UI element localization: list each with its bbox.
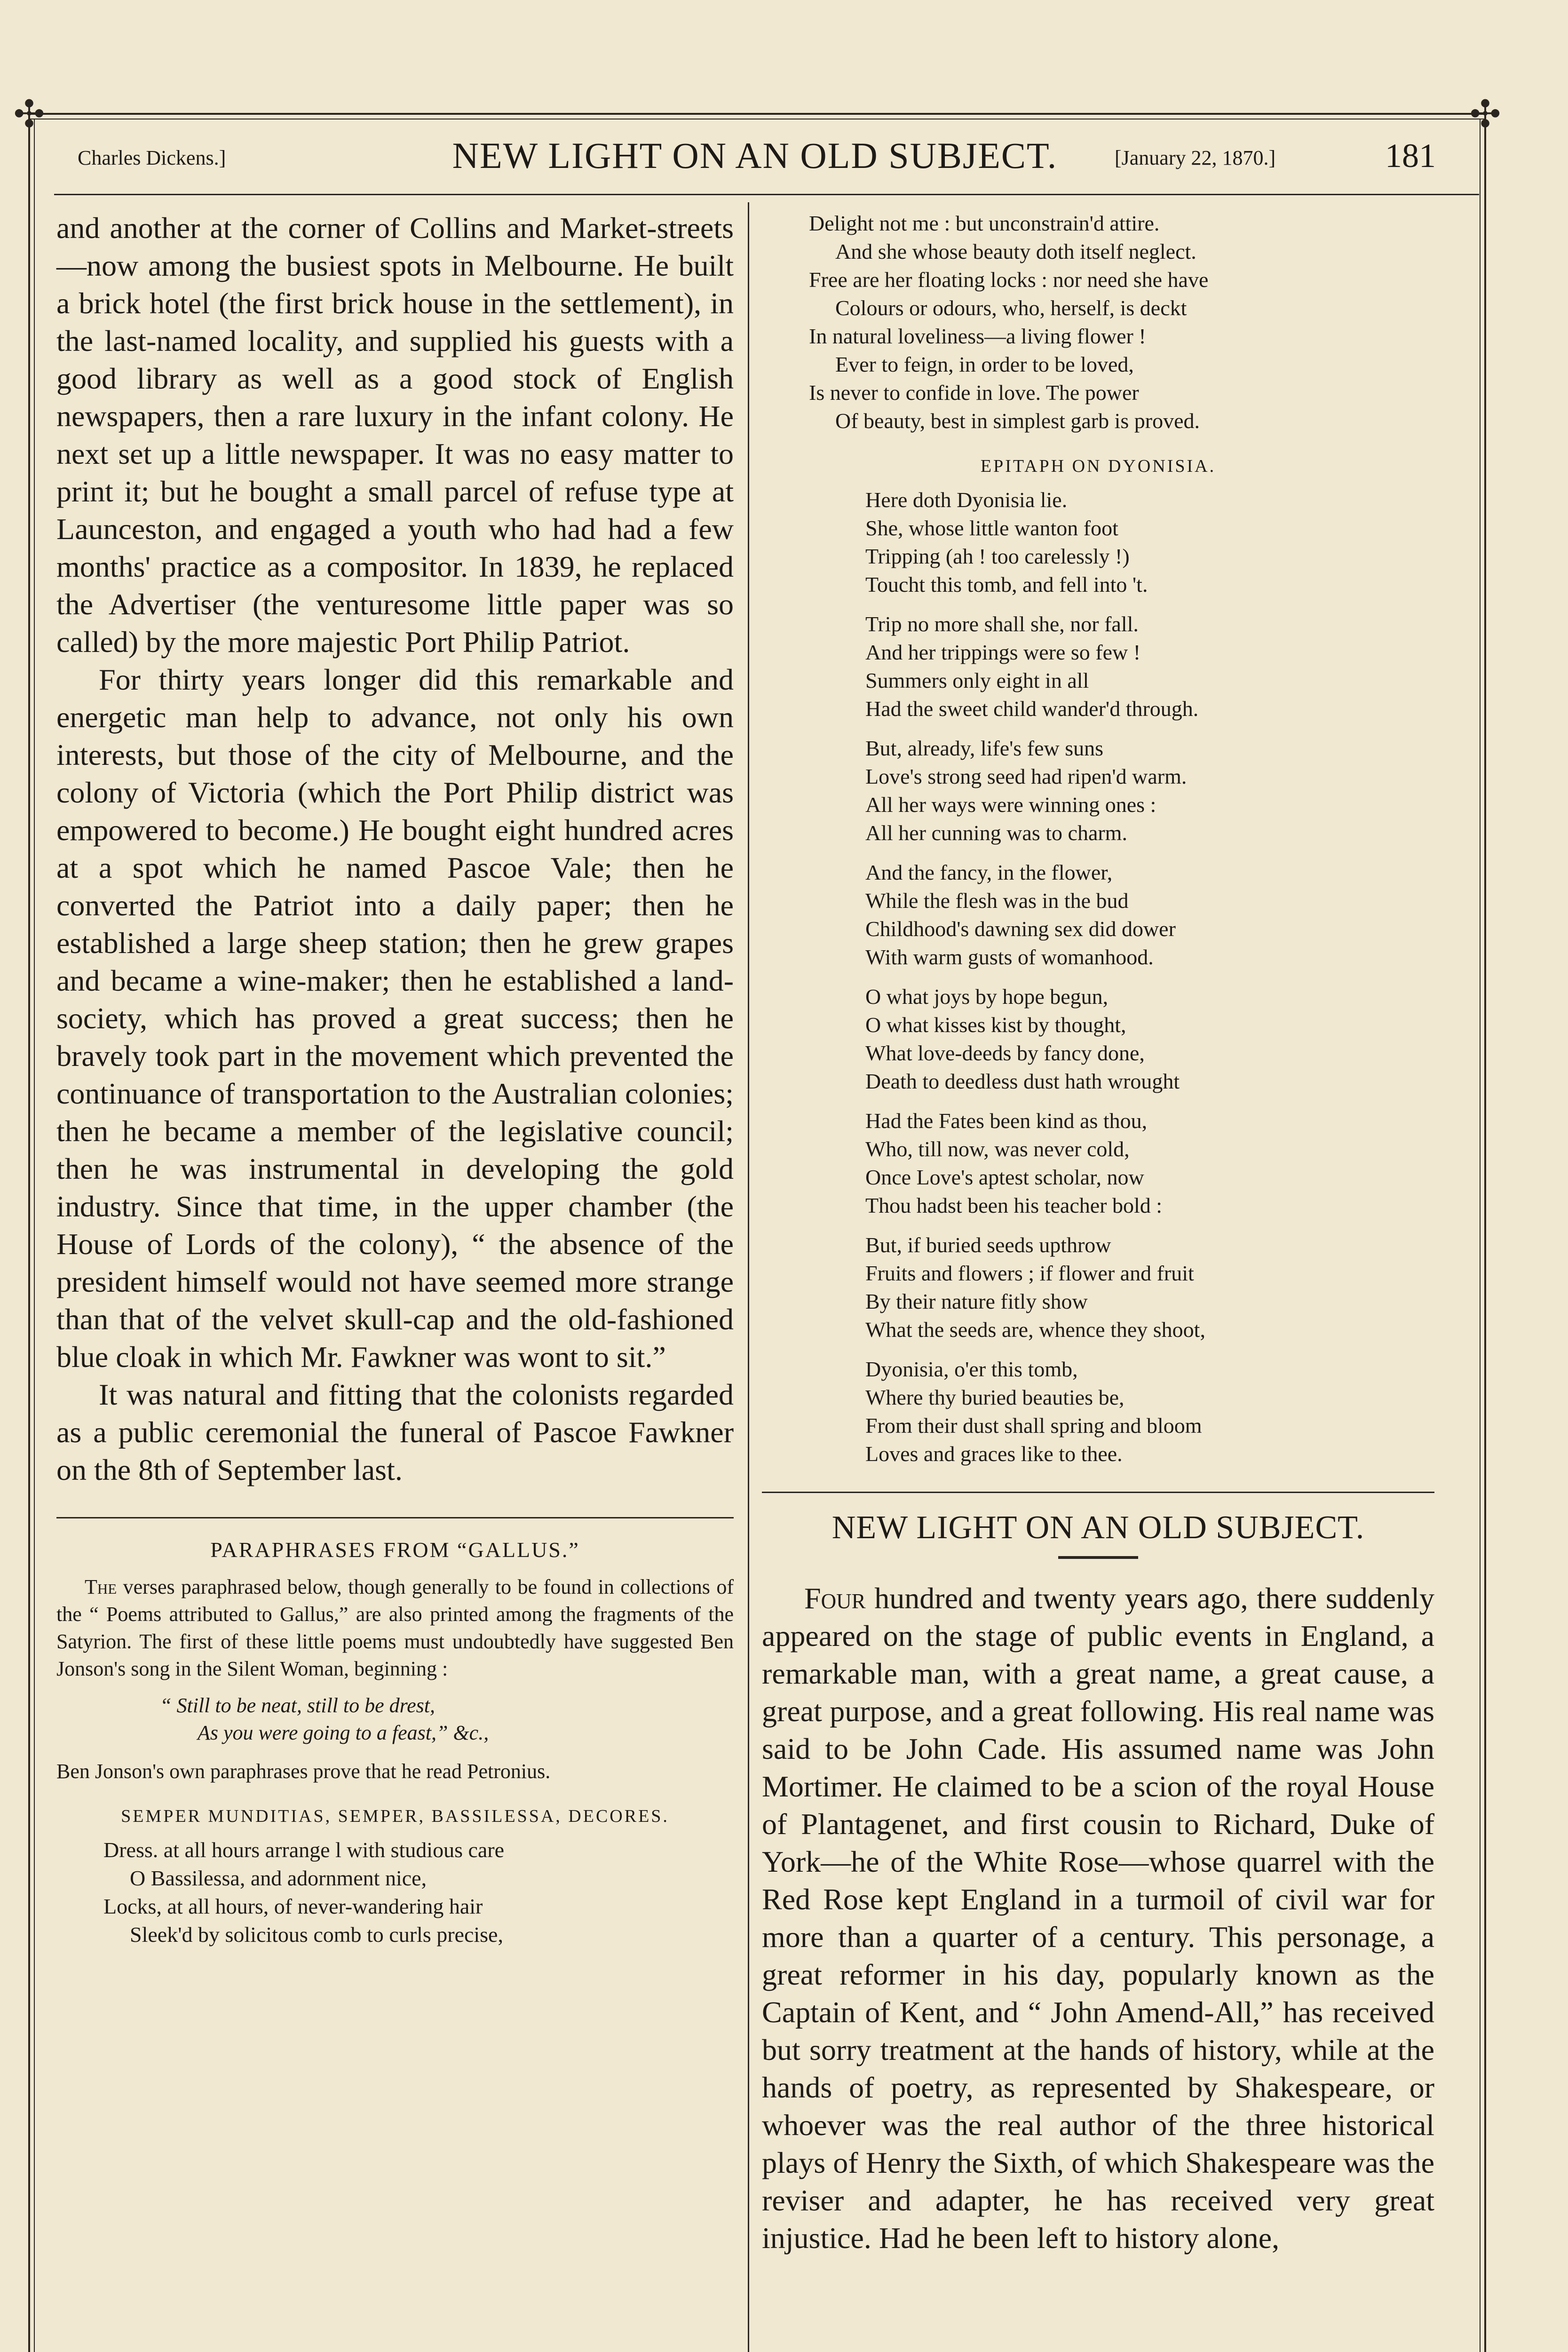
running-header-date: [January 22, 1870.] <box>1115 146 1276 169</box>
verse-line: O what kisses kist by thought, <box>865 1013 1126 1037</box>
verse-line: Had the sweet child wander'd through. <box>865 697 1199 721</box>
verse-line: Sleek'd by solicitous comb to curls precise, <box>130 1923 503 1947</box>
verse-line: Here doth Dyonisia lie. <box>865 488 1068 512</box>
verse-line: Dress. at all hours arrange l with studious care <box>103 1838 505 1862</box>
verse-line: By their nature fitly show <box>865 1289 1088 1313</box>
intro-paragraph <box>56 1573 734 1683</box>
verse-line: O what joys by hope begun, <box>865 985 1109 1009</box>
stanza <box>865 1231 1434 1344</box>
verse-line: Had the Fates been kind as thou, <box>865 1109 1148 1133</box>
section-rule <box>56 1517 734 1518</box>
verse-line: And the fancy, in the flower, <box>865 860 1113 884</box>
poem-title: EPITAPH ON DYONISIA. <box>980 456 1216 476</box>
section-heading: PARAPHRASES FROM “GALLUS.” <box>210 1538 580 1562</box>
stanza <box>865 486 1434 599</box>
paragraph: and another at the corner of Collins and Market-streets—now among the busiest spots in Melbourne. He built a brick hotel (the first brick house in the settlement), in the last-named locality, and supplied his guests with a good library as well as a good stock of English newspapers, then a rare luxury in the infant colony. He next set up a little newspaper. It was no easy matter to print it; but he bought a small parcel of refuse type at Launceston, and engaged a youth who had had a few months' practice as a compositor. In 1839, he replaced the Advertiser (the venturesome little paper was so called) by the more majestic Port Philip Patriot. <box>56 211 734 659</box>
verse-line: Childhood's dawning sex did dower <box>865 917 1176 941</box>
verse-line: Tripping (ah ! too carelessly !) <box>865 544 1130 568</box>
verse-line: Trip no more shall she, nor fall. <box>865 612 1139 636</box>
verse-line: Summers only eight in all <box>865 668 1089 692</box>
stanza <box>865 1107 1434 1220</box>
frame-left-rule-inner <box>34 119 35 2352</box>
stanza <box>865 734 1434 847</box>
intro-text: verses paraphrased below, though generally to be found in collections of the “ Poems attributed to Gallus,” are also printed among the fragments of the Satyrion. The first of these little poems must undoubtedly have suggested Ben Jonson's song in the Silent Woman, beginning : <box>56 1575 734 1680</box>
verse-line: Death to deedless dust hath wrought <box>865 1069 1180 1093</box>
frame-left-rule <box>28 113 30 2352</box>
verse-line: And her trippings were so few ! <box>865 640 1141 664</box>
corner-ornament-icon: ✣ <box>1469 94 1501 135</box>
header-underline <box>54 194 1479 195</box>
frame-right-rule-inner <box>1480 119 1481 2352</box>
article-paragraph <box>762 1580 1434 2257</box>
drop-word: Four <box>804 1581 866 1615</box>
verse-line: What the seeds are, whence they shoot, <box>865 1318 1205 1342</box>
quote-line: As you were going to a feast,” &c., <box>198 1721 489 1744</box>
stanza <box>865 1355 1434 1468</box>
quotation <box>160 1692 734 1747</box>
running-header <box>54 132 1484 193</box>
article-text: hundred and twenty years ago, there suddenly appeared on the stage of public events in England, a remarkable man, with a great name, a great cause, a great purpose, and a great following. His real name was said to be John Cade. His assumed name was John Mortimer. He claimed to be a scion of the royal House of Plantagenet, and first cousin to Richard, Duke of York—he of the White Rose—whose quarrel with the Red Rose kept England in a turmoil of civil war for more than a quarter of a century. This personage, a great reformer in his day, popularly known as the Captain of Kent, and “ John Amend-All,” has received but sorry treatment at the hands of history, while at the hands of poetry, as represented by Shakespeare, or whoever was the real author of the three historical plays of Henry the Sixth, of which Shakespeare was the reviser and adapter, he has received very great injustice. Had he been left to history alone, <box>762 1581 1434 2255</box>
verse-line: She, whose little wanton foot <box>865 516 1118 540</box>
verse-line: Free are her floating locks : nor need she have <box>809 268 1209 292</box>
poem <box>103 1836 734 1949</box>
verse-line: Locks, at all hours, of never-wandering hair <box>103 1894 483 1918</box>
running-header-author: Charles Dickens.] <box>78 146 226 169</box>
verse-line: Where thy buried beauties be, <box>865 1385 1125 1409</box>
paragraph: For thirty years longer did this remarkable and energetic man help to advance, not only his own interests, but those of the city of Melbourne, and the colony of Victoria (which the Port Philip district was empowered to become.) He bought eight hundred acres at a spot which he named Pascoe Vale; then he converted the Patriot into a daily paper; then he established a large sheep station; then he grew grapes and became a wine-maker; then he established a land-society, which has proved a great success; then he bravely took part in the movement which prevented the continuance of transportation to the Australian colonies; then he became a member of the legislative council; then he was instrumental in developing the gold industry. Since that time, in the upper chamber (the House of Lords of the colony), “ the absence of the president himself would not have seemed more strange than that of the velvet skull-cap and the old-fashioned blue cloak in which Mr. Fawkner was wont to sit.” <box>56 663 734 1374</box>
verse-line: Loves and graces like to thee. <box>865 1442 1123 1466</box>
poem-title: SEMPER MUNDITIAS, SEMPER, BASSILESSA, DECORES. <box>121 1806 669 1826</box>
left-column <box>56 209 734 1949</box>
running-header-title: NEW LIGHT ON AN OLD SUBJECT. <box>452 135 1058 176</box>
verse-line: With warm gusts of womanhood. <box>865 945 1154 969</box>
verse-line: Who, till now, was never cold, <box>865 1137 1130 1161</box>
poem-continued <box>809 209 1434 435</box>
column-divider <box>748 202 749 2352</box>
verse-line: Love's strong seed had ripen'd warm. <box>865 764 1187 788</box>
section-rule <box>762 1492 1434 1493</box>
verse-line: Thou hadst been his teacher bold : <box>865 1193 1163 1217</box>
verse-line: Of beauty, best in simplest garb is proved. <box>835 409 1200 433</box>
corner-ornament-icon: ✣ <box>13 94 45 135</box>
stanza <box>865 610 1434 723</box>
verse-line: Is never to confide in love. The power <box>809 381 1139 405</box>
title-underline <box>1058 1556 1138 1559</box>
verse-line: Fruits and flowers ; if flower and fruit <box>865 1261 1194 1285</box>
verse-line: And she whose beauty doth itself neglect. <box>835 239 1196 263</box>
verse-line: Dyonisia, o'er this tomb, <box>865 1357 1078 1381</box>
verse-line: Colours or odours, who, herself, is deckt <box>835 296 1187 320</box>
right-column <box>762 209 1434 2257</box>
after-quote-text: Ben Jonson's own paraphrases prove that he read Petronius. <box>56 1760 551 1783</box>
verse-line: What love-deeds by fancy done, <box>865 1041 1145 1065</box>
verse-line: But, if buried seeds upthrow <box>865 1233 1111 1257</box>
frame-top-rule <box>28 113 1486 115</box>
verse-line: All her ways were winning ones : <box>865 793 1156 817</box>
verse-line: Delight not me : but unconstrain'd attire. <box>809 211 1160 235</box>
stanza <box>865 858 1434 971</box>
drop-word: The <box>85 1575 117 1598</box>
frame-right-rule <box>1484 113 1486 2352</box>
verse-line: Ever to feign, in order to be loved, <box>835 352 1134 376</box>
verse-line: Toucht this tomb, and fell into 't. <box>865 572 1148 596</box>
paragraph: It was natural and fitting that the colonists regarded as a public ceremonial the funeral of Pascoe Fawkner on the 8th of September last. <box>56 1378 734 1486</box>
epitaph-poem <box>865 486 1434 1468</box>
quote-line: “ Still to be neat, still to be drest, <box>160 1694 436 1717</box>
verse-line: While the flesh was in the bud <box>865 889 1129 913</box>
verse-line: Once Love's aptest scholar, now <box>865 1165 1144 1189</box>
page-number: 181 <box>1385 137 1436 175</box>
verse-line: All her cunning was to charm. <box>865 821 1127 845</box>
verse-line: From their dust shall spring and bloom <box>865 1414 1202 1438</box>
stanza <box>865 983 1434 1096</box>
article-title: NEW LIGHT ON AN OLD SUBJECT. <box>832 1510 1365 1546</box>
verse-line: In natural loveliness—a living flower ! <box>809 324 1146 348</box>
verse-line: But, already, life's few suns <box>865 736 1104 760</box>
verse-line: O Bassilessa, and adornment nice, <box>130 1866 427 1890</box>
